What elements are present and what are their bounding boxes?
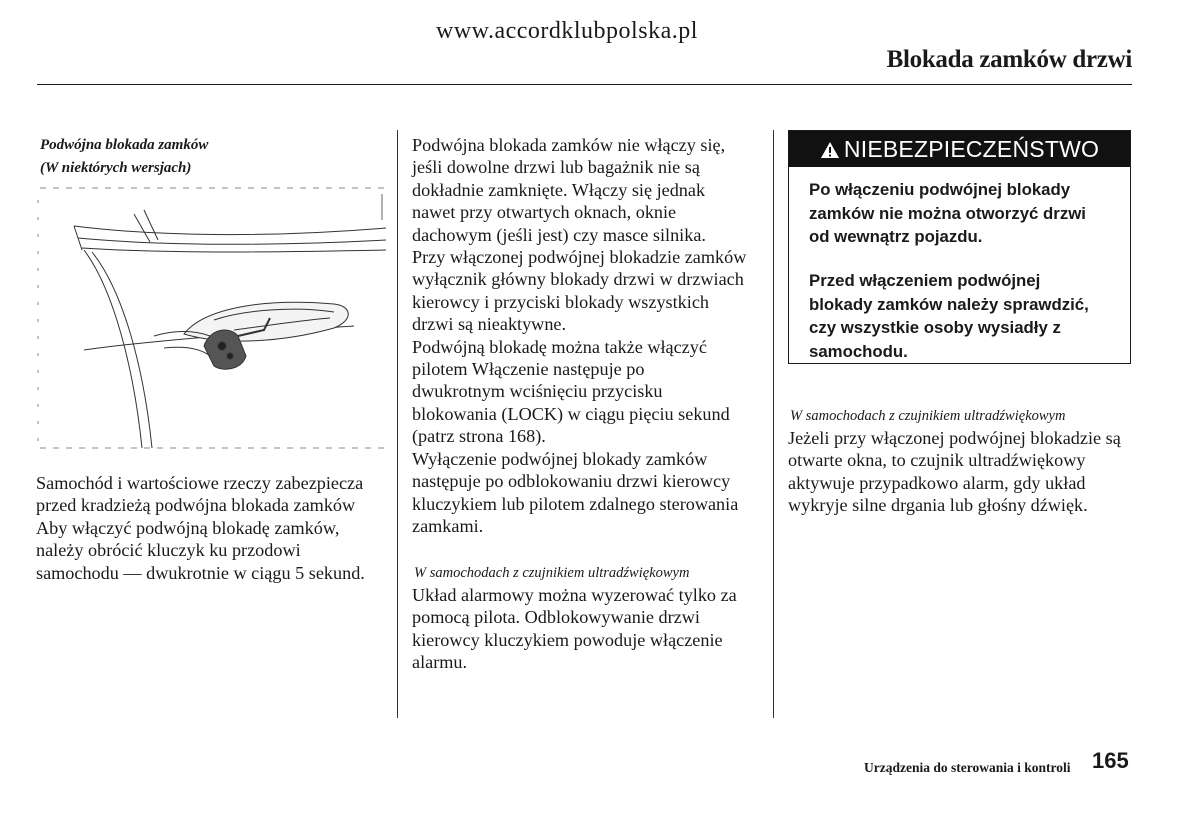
feature-heading-line2: (W niektórych wersjach) — [40, 160, 192, 176]
site-url: www.accordklubpolska.pl — [436, 18, 698, 44]
column3-subheading: W samochodach z czujnikiem ultradźwiękowym — [790, 408, 1066, 424]
danger-box — [788, 130, 1131, 364]
header-rule — [37, 84, 1132, 85]
column-divider-1 — [397, 130, 398, 718]
warning-triangle-icon — [820, 141, 840, 159]
column-divider-2 — [773, 130, 774, 718]
feature-heading — [40, 134, 380, 180]
feature-heading-line1: Podwójna blokada zamków — [40, 137, 209, 153]
danger-header — [789, 131, 1130, 167]
door-handle-illustration — [34, 180, 389, 452]
footer-section-label: Urządzenia do sterowania i kontroli — [864, 760, 1071, 775]
column1-paragraph: Samochód i wartościowe rzeczy zabezpiecza przed kradzieżą podwójna blokada zamków Aby włączyć podwójną blokadę zamków, należy obrócić kluczyk ku przodowi samochodu — dwukrotnie w ciągu 5 sekund. — [36, 473, 365, 583]
section-title: Blokada zamków drzwi — [886, 46, 1132, 73]
danger-text-2: Przed włączeniem podwójnej blokady zamków należy sprawdzić, czy wszystkie osoby wysiadły z samochodu. — [809, 271, 1089, 361]
page-number: 165 — [1092, 748, 1129, 773]
danger-title: NIEBEZPIECZEŃSTWO — [843, 136, 1100, 162]
column2-paragraph2: Układ alarmowy można wyzerować tylko za pomocą pilota. Odblokowywanie drzwi kierowcy kluczykiem powoduje włączenie alarmu. — [412, 585, 737, 673]
danger-text-1: Po włączeniu podwójnej blokady zamków nie można otworzyć drzwi od wewnątrz pojazdu. — [809, 180, 1086, 247]
door-handle-with-key-remote-icon — [34, 180, 389, 452]
column2-subheading: W samochodach z czujnikiem ultradźwiękowym — [414, 565, 690, 581]
column2-paragraph: Podwójna blokada zamków nie włączy się, jeśli dowolne drzwi lub bagażnik nie są dokładnie zamknięte. Włączy się jednak nawet przy otwartych oknach, oknie dachowym (jeśli jest) czy masce silnika. Przy włączonej podwójnej blokadzie zamków wyłącznik główny blokady drzwi w drzwiach kierowcy i przyciski blokady wszystkich drzwi są nieaktywne. Podwójną blokadę można także włączyć pilotem Włączenie następuje po dwukrotnym wciśnięciu przycisku blokowania (LOCK) w ciągu pięciu sekund (patrz strona 168). Wyłączenie podwójnej blokady zamków następuje po odblokowaniu drzwi kierowcy kluczykiem lub pilotem zdalnego sterowania zamkami. — [412, 135, 747, 536]
column3-paragraph: Jeżeli przy włączonej podwójnej blokadzie są otwarte okna, to czujnik ultradźwiękowy aktywuje przypadkowo alarm, gdy układ wykryje silne drgania lub głośny dźwięk. — [788, 428, 1121, 516]
